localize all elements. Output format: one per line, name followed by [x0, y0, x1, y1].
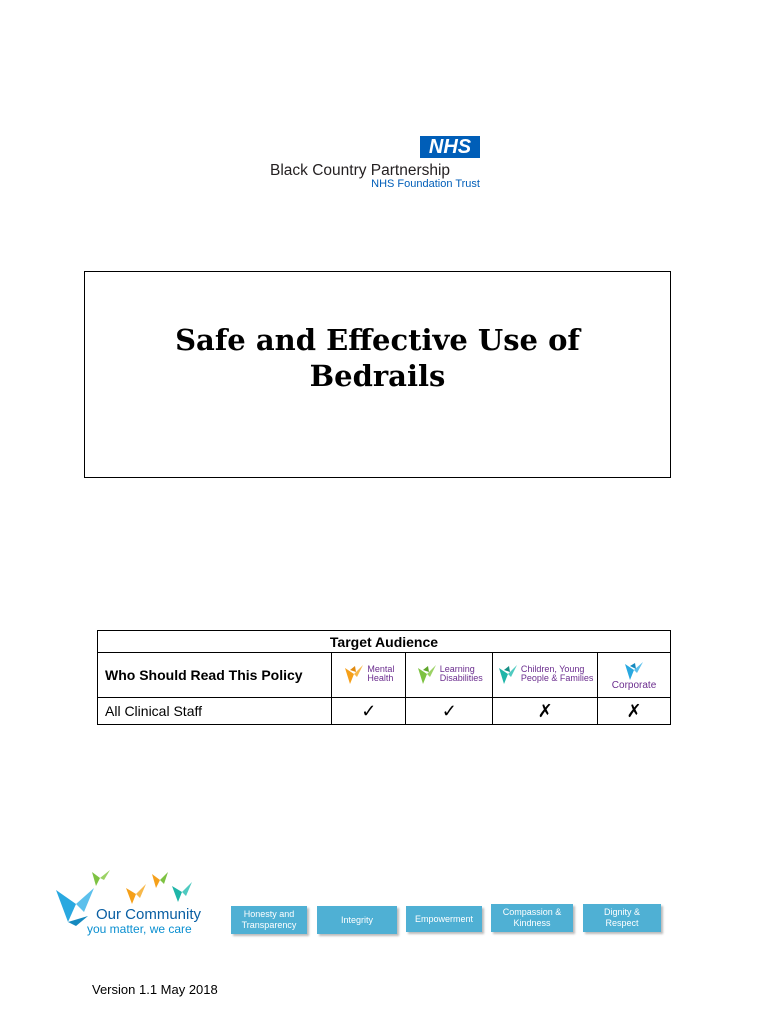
mark-learning-disabilities: ✓ — [406, 698, 493, 725]
value-integrity — [317, 906, 397, 934]
mark-corporate: ✗ — [598, 698, 671, 725]
value-line1: Compassion & — [502, 907, 562, 917]
dept-label-line2: Health — [367, 672, 394, 683]
our-community-logo — [54, 866, 224, 938]
value-dignity-respect — [583, 904, 661, 932]
dept-label-line1: Learning — [439, 663, 475, 674]
table-header: Target Audience — [98, 631, 671, 653]
mark-children-young-people: ✗ — [493, 698, 598, 725]
dept-label-line1: Mental — [367, 663, 395, 674]
mark-mental-health: ✓ — [332, 698, 406, 725]
value-line2: Kindness — [513, 918, 551, 928]
value-honesty-transparency — [231, 906, 307, 934]
value-line1: Integrity — [340, 914, 373, 925]
value-empowerment — [406, 906, 482, 932]
value-line2: Transparency — [241, 920, 297, 930]
document-title — [85, 322, 670, 394]
blue-bird-icon — [622, 661, 646, 681]
target-audience-table — [97, 630, 671, 725]
document-title-line-2: Bedrails — [309, 359, 446, 393]
nhs-badge: NHS — [420, 136, 480, 158]
document-title-line-1: Safe and Effective Use of — [175, 323, 580, 357]
dept-label-line2: Disabilities — [439, 672, 483, 683]
dept-mental-health — [332, 653, 406, 698]
dept-label-line2: People & Families — [520, 672, 594, 683]
teal-bird-icon — [497, 662, 519, 686]
nhs-trust-logo — [268, 136, 482, 192]
orange-bird-icon — [343, 662, 365, 686]
value-compassion-kindness — [491, 904, 573, 932]
dept-label-line1: Corporate — [611, 679, 657, 691]
who-should-read-label: Who Should Read This Policy — [98, 653, 332, 698]
community-subtitle: you matter, we care — [87, 922, 192, 936]
organisation-name: Black Country Partnership — [270, 162, 451, 179]
dept-label-line1: Children, Young — [520, 663, 585, 674]
organisation-subtitle: NHS Foundation Trust — [371, 178, 480, 190]
green-bird-icon — [416, 662, 438, 686]
value-line1: Dignity & — [603, 907, 640, 917]
dept-children-young-people — [493, 653, 598, 698]
dept-corporate — [598, 653, 671, 698]
value-line1: Empowerment — [414, 913, 474, 924]
value-line2: Respect — [605, 918, 639, 928]
dept-learning-disabilities — [406, 653, 493, 698]
document-title-box — [84, 271, 671, 478]
all-clinical-staff-label: All Clinical Staff — [98, 698, 332, 725]
version-footer: Version 1.1 May 2018 — [92, 982, 218, 997]
community-title: Our Community — [96, 906, 202, 923]
value-line1: Honesty and — [243, 909, 295, 919]
